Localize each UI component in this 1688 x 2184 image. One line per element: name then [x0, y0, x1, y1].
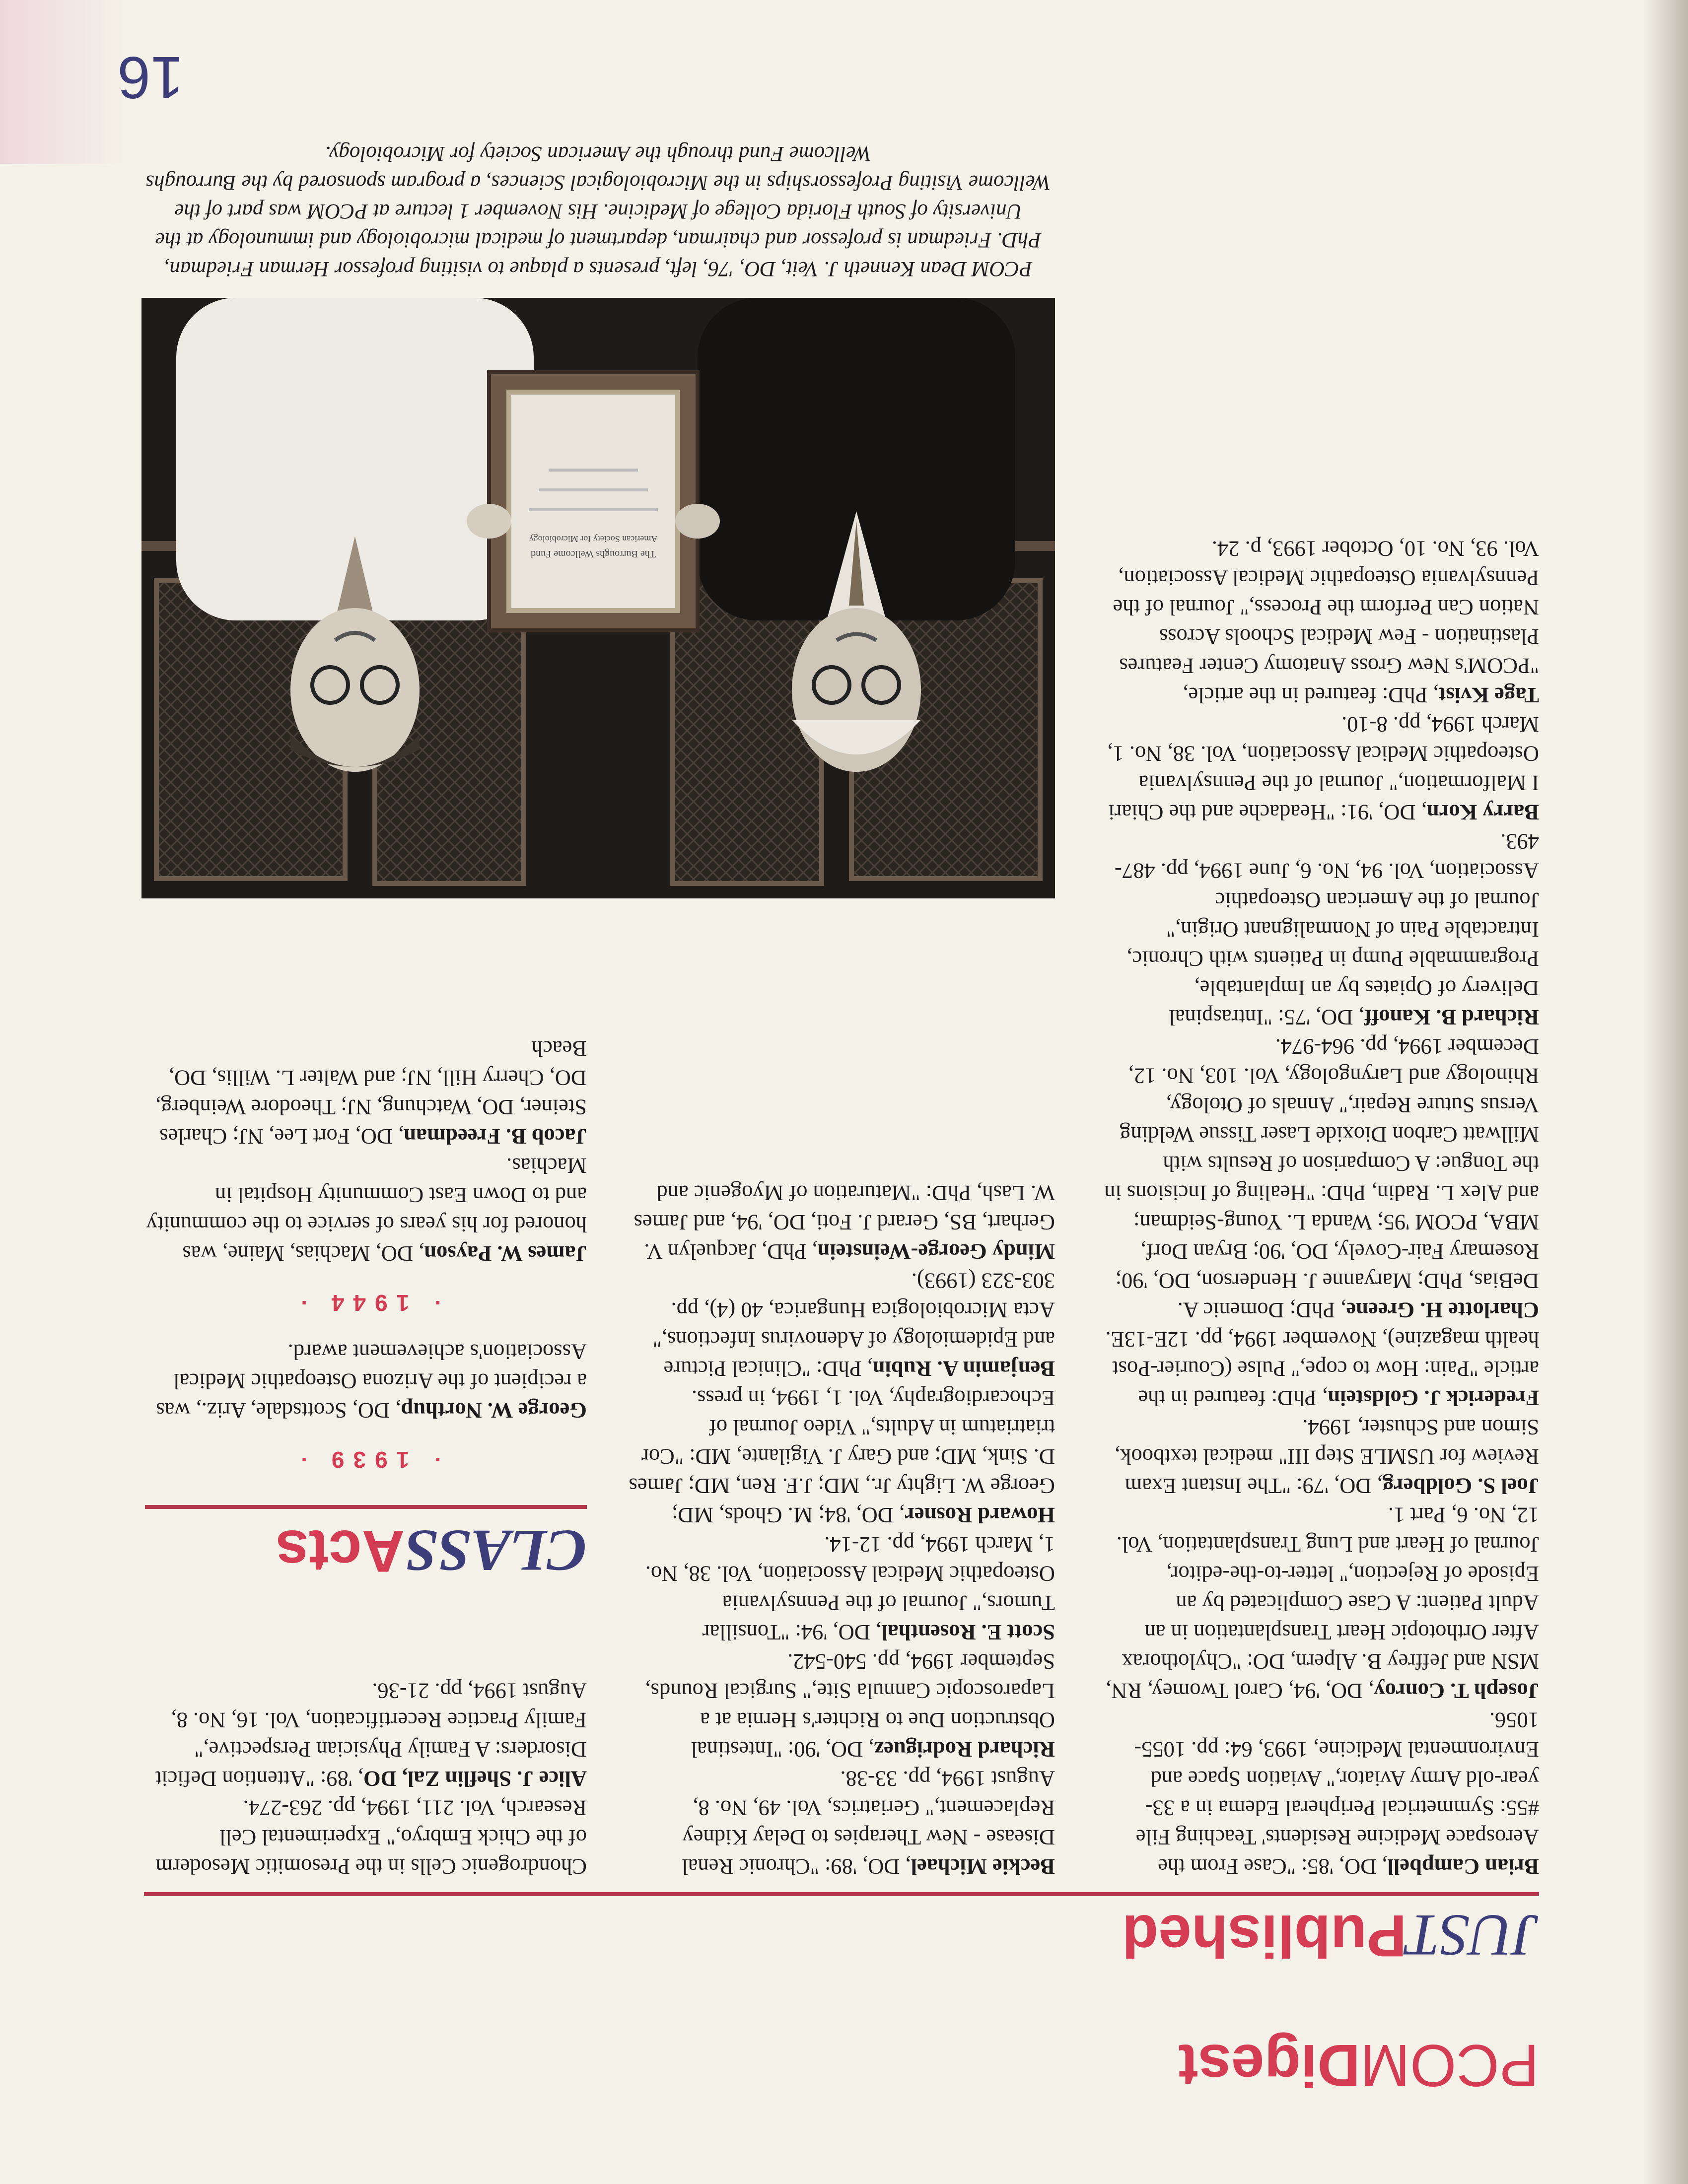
publication-entry: [628, 1383, 1055, 1530]
citation-text: , DO, '89: "Chronic Renal Disease - New Therapies to Delay Kidney Replacement," Geriatrics, Vol. 49, No. 8, August 1994, pp. 33-38.: [682, 1767, 1055, 1879]
citation-text: , '89: "Attention Deficit Disorders: A Family Physician Perspective," Family Practice Recertification, Vol. 16, No. 8, August 1994, pp. 21-36.: [155, 1679, 587, 1791]
just-published-column-3: [145, 1676, 587, 1881]
citation-text: , DO, '84; M. Ghods, MD; George W. Lighty Jr., MD; J.F. Ren, MD; James D. Sink, MD; and Gary J. Vigilante, MD: "Cor triatriatum in Adults," Video Journal of Echocardiography, Vol. 1, 1994, in press.: [629, 1386, 1055, 1528]
just-published-lead: JUST: [1407, 1903, 1539, 1969]
plaque-subtitle: American Society for Microbiology: [529, 534, 658, 544]
class-acts-lead: CLASS: [405, 1518, 587, 1584]
author-name: Beckie Michael: [911, 1854, 1055, 1879]
class-acts-entry: James W. Payson, DO, Machias, Maine, was honored for his years of service to the community and to Down East Community Hospital in Machias.: [146, 1154, 587, 1266]
plaque-title: The Burroughs Wellcome Fund: [531, 548, 656, 559]
citation-text: , DO, '94: "Tonsillar Tumors," Journal of the Pennsylvania Osteopathic Medical Association, Vol. 38, No. 1, March 1994, pp. 12-14.: [645, 1532, 1055, 1645]
publication-entry: [628, 1178, 1055, 1266]
citation-text: Chondrogenic Cells in the Presomitic Mesoderm of the Chick Embryo," Experimental Cell Research, Vol. 211, 1994, pp. 263-274.: [155, 1796, 587, 1879]
class-acts-rest: Acts: [276, 1518, 405, 1584]
author-name: Howard Rosner: [905, 1503, 1055, 1528]
author-name: Benjamin A. Rubin: [872, 1357, 1055, 1381]
citation-text: , DO, '94, Carol Twomey, RN, MSN and Jeffrey B. Alpern, DO: "Chylothorax After Orthotopic Heart Transplantation in an Adult Patient: A Case Complicated by an Episode of Rejection," letter-to-the-editor, Journal of Heart and Lung Transplantation, Vol. 12, No. 6, Part 1.: [1106, 1503, 1539, 1704]
publication-entry: [628, 1764, 1055, 1881]
author-name: Mindy George-Weinstein: [817, 1239, 1055, 1264]
publication-entry: [628, 1647, 1055, 1764]
year-1939: · 1939 ·: [290, 1447, 441, 1473]
photo-illustration: [141, 298, 1055, 898]
author-name: Scott E. Rosenthal: [881, 1620, 1055, 1645]
masthead: [1178, 2031, 1539, 2100]
publication-entry: [1102, 827, 1539, 1032]
author-name: Frederick J. Goldstein: [1328, 1386, 1539, 1411]
author-name: Alice J. Sheflin Zal, DO: [363, 1767, 587, 1791]
citation-text: , DO, '85: "Case From the Aerospace Medicine Residents' Teaching File #55: Symmetrical Peripheral Edema in a 33-year-old Army Aviator," Aviation Space and Environmental Medicine, 1993, 64: pp. 1055-1056.: [1134, 1708, 1539, 1879]
author-name: Joel S. Goldberg: [1382, 1474, 1539, 1499]
class-acts-rule: [145, 1505, 587, 1509]
masthead-digest: Digest: [1178, 2032, 1360, 2099]
photo-caption: PCOM Dean Kenneth J. Veit, DO, '76, left, presents a plaque to visiting professor Herman Friedman, PhD. Friedman is professor and chairman, department of medical microbiology and immunology at the University of South Florida College of Medicine. His November 1 lecture at PCOM was part of the Wellcome Visiting Professorships in the Microbiological Sciences, a program sponsored by the Burroughs Wellcome Fund through the American Society for Microbiology.: [145, 142, 1051, 280]
author-name: Joseph T. Conroy: [1374, 1679, 1539, 1704]
author-name: Brian Campbell: [1387, 1854, 1539, 1879]
just-published-rule: [144, 1892, 1539, 1896]
citation-text: , DO, '79: "The Instant Exam Review for USMLE Step III" medical textbook, Simon and Schuster, 1994.: [1115, 1415, 1539, 1499]
class-acts-entry: Jacob B. Freedman, DO, Fort Lee, NJ; Charles Steiner, DO, Watchung, NJ; Theodore Weinberg, DO, Cherry Hill, NJ; and Walter L. Willis, DO, Beach: [155, 1036, 587, 1149]
author-name: Charlotte H. Greene: [1346, 1298, 1539, 1323]
class-acts-column: [145, 1034, 587, 1494]
citation-text: , PhD: featured in the article, "PCOM's New Gross Anatomy Center Features Plastination - Few Medical Schools Across Nation Can Perform the Process," Journal of the Pennsylvania Osteopathic Medical Association, Vol. 93, No. 10, October 1993, p. 24.: [1113, 537, 1539, 708]
year-1944: · 1944 ·: [290, 1290, 441, 1316]
just-published-rest: Published: [1122, 1903, 1407, 1969]
publication-entry: [145, 1676, 587, 1793]
class-acts-entry: George W. Northup, DO, Scottsdale, Ariz., was a recipient of the Arizona Osteopathic Medical Association's achievement award.: [156, 1340, 587, 1423]
publication-entry: [1102, 1032, 1539, 1325]
publication-entry: [1102, 1706, 1539, 1881]
citation-text: , PhD: featured in the article "Pain: How to cope," Pulse (Courier-Post health magazine), November 1994, pp. 12E-13E.: [1105, 1327, 1539, 1411]
author-name: Tage Kvist: [1438, 683, 1539, 708]
publication-entry: [628, 1266, 1055, 1383]
citation-text: , DO, '91: "Headache and the Chiari I Malformation," Journal of the Pennsylvania Osteopathic Medical Association, Vol. 38, No. 1, March 1994, pp. 8-10.: [1107, 712, 1539, 825]
publication-entry: [1102, 710, 1539, 827]
publication-entry: [1102, 1413, 1539, 1501]
class-acts-heading: [276, 1518, 587, 1584]
just-published-column-2: [628, 1178, 1055, 1881]
citation-text: , PhD; Domenic A. DeBias, PhD; Maryanne J. Henderson, DO, '90; Rosemary Fair-Covely, DO, '90; Bryan Dorf, MBA, PCOM '95; Wanda L. Young-Seidman; and Alex L. Radin, PhD: "Healing of Incisions in the Tongue: A Comparison of Results with Millwatt Carbon Dioxide Laser Tissue Welding Versus Suture Repair," Annals of Otology, Rhinology and Laryngology, Vol. 103, No. 12, December 1994, pp. 964-974.: [1104, 1034, 1539, 1323]
publication-entry: [628, 1530, 1055, 1647]
masthead-pcom: PCOM: [1360, 2032, 1539, 2099]
citation-text: , PhD: "Clinical Picture and Epidemiology of Adenovirus Infections," Acta Microbiologica Hungarica, 40 (4), pp. 303-323 (1993).: [652, 1269, 1055, 1381]
publication-entry: [145, 1793, 587, 1881]
author-name: Richard Rodriguez: [874, 1737, 1055, 1762]
citation-text: , PhD, Jacquelyn V. Gerhart, BS, Gerard J. Foti, DO, '94, and James W. Lash, PhD: "Maturation of Myogenic and: [633, 1181, 1055, 1264]
award-photo: [141, 298, 1055, 898]
page-number: 16: [117, 44, 184, 111]
citation-text: , DO, '75: "Intraspinal Delivery of Opiates by an Implantable, Programmable Pump in Patients with Chronic, Intractable Pain of Nonmalignant Origin," Journal of the American Osteopathic Association, Vol. 94, No. 6, June 1994, pp. 487-493.: [1115, 829, 1539, 1030]
just-published-column-1: [1102, 534, 1539, 1881]
author-name: Richard B. Kanoff: [1364, 1005, 1539, 1030]
just-published-heading: [1122, 1903, 1539, 1969]
author-name: Barry Korn: [1426, 800, 1539, 825]
page-corner-band: [0, 0, 124, 164]
citation-text: , DO, '90: "Intestinal Obstruction Due to Richter's Hernia at a Laparoscopic Cannula Site," Surgical Rounds, September 1994, pp. 540-542.: [645, 1649, 1055, 1762]
publication-entry: [1102, 1501, 1539, 1706]
publication-entry: [1102, 534, 1539, 710]
publication-entry: [1102, 1325, 1539, 1413]
